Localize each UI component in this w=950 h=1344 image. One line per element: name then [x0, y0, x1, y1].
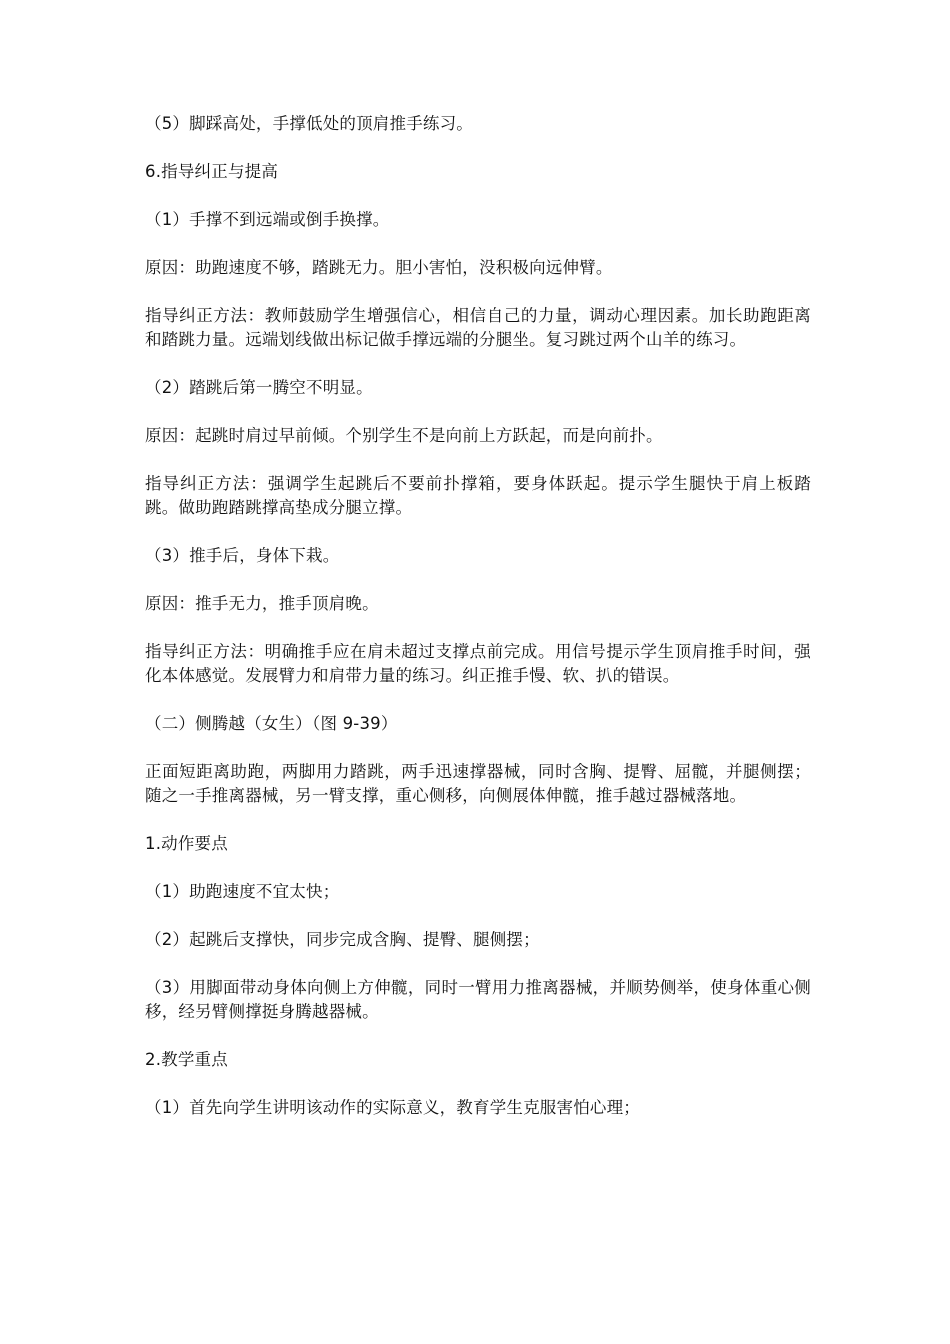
section-heading-guidance: 6.指导纠正与提高 [145, 162, 279, 181]
paragraph-cause-2: 原因：起跳时肩过早前倾。个别学生不是向前上方跃起，而是向前扑。 [145, 426, 663, 445]
subheading-key-points: 1.动作要点 [145, 834, 228, 853]
paragraph-method-3: 指导纠正方法：明确推手应在肩未超过支撑点前完成。用信号提示学生顶肩推手时间，强化本体感觉。发展臂力和肩带力量的练习。纠正推手慢、软、扒的错误。 [145, 642, 811, 685]
paragraph-key-point-2: （2）起跳后支撑快，同步完成含胸、提臀、腿侧摆； [145, 930, 540, 949]
subheading-teaching-focus: 2.教学重点 [145, 1050, 228, 1069]
paragraph-issue-3: （3）推手后，身体下栽。 [145, 546, 340, 565]
section-heading-side-vault: （二）侧腾越（女生）（图 9-39） [145, 714, 398, 733]
paragraph-cause-3: 原因：推手无力，推手顶肩晚。 [145, 594, 379, 613]
paragraph-key-point-3: （3）用脚面带动身体向侧上方伸髋，同时一臂用力推离器械，并顺势侧举，使身体重心侧移，经另臂侧撑挺身腾越器械。 [145, 978, 811, 1021]
paragraph-method-1: 指导纠正方法：教师鼓励学生增强信心，相信自己的力量，调动心理因素。加长助跑距离和踏跳力量。远端划线做出标记做手撑远端的分腿坐。复习跳过两个山羊的练习。 [145, 306, 811, 349]
paragraph-side-vault-description: 正面短距离助跑，两脚用力踏跳，两手迅速撑器械，同时含胸、提臀、屈髋，并腿侧摆；随之一手推离器械，另一臂支撑，重心侧移，向侧展体伸髋，推手越过器械落地。 [145, 762, 811, 805]
paragraph-issue-1: （1）手撑不到远端或倒手换撑。 [145, 210, 390, 229]
paragraph-cause-1: 原因：助跑速度不够，踏跳无力。胆小害怕，没积极向远伸臂。 [145, 258, 613, 277]
document-page [145, 112, 811, 1144]
paragraph-key-point-1: （1）助跑速度不宜太快； [145, 882, 340, 901]
paragraph-issue-2: （2）踏跳后第一腾空不明显。 [145, 378, 373, 397]
paragraph-method-2: 指导纠正方法：强调学生起跳后不要前扑撑箱，要身体跃起。提示学生腿快于肩上板踏跳。做助跑踏跳撑高垫成分腿立撑。 [145, 474, 811, 517]
paragraph-drill-5: （5）脚踩高处，手撑低处的顶肩推手练习。 [145, 114, 473, 133]
paragraph-teaching-focus-1: （1）首先向学生讲明该动作的实际意义，教育学生克服害怕心理； [145, 1098, 640, 1117]
